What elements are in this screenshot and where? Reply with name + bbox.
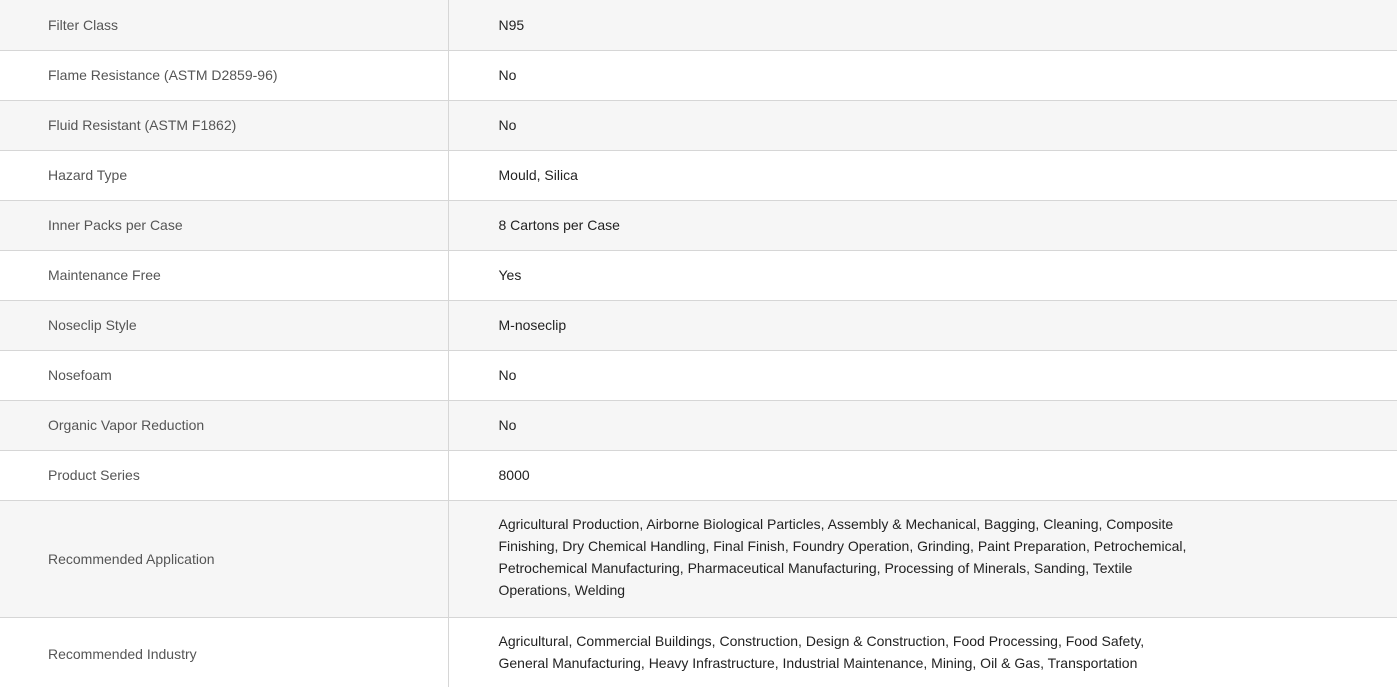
table-row [0, 50, 1397, 100]
spec-value: 8000 [448, 450, 1397, 500]
table-row [0, 150, 1397, 200]
table-row [0, 617, 1397, 687]
table-row [0, 450, 1397, 500]
spec-value: Yes [448, 250, 1397, 300]
table-row [0, 200, 1397, 250]
spec-value: No [448, 100, 1397, 150]
spec-value: Mould, Silica [448, 150, 1397, 200]
spec-label: Noseclip Style [0, 300, 448, 350]
spec-value: N95 [448, 0, 1397, 50]
spec-label: Inner Packs per Case [0, 200, 448, 250]
spec-value: No [448, 50, 1397, 100]
spec-label: Flame Resistance (ASTM D2859-96) [0, 50, 448, 100]
table-row [0, 350, 1397, 400]
spec-value: Agricultural Production, Airborne Biological Particles, Assembly & Mechanical, Bagging, Cleaning, Composite Finishing, Dry Chemical Handling, Final Finish, Foundry Operation, Grinding, Paint Preparation, Petrochemical, Petrochemical Manufacturing, Pharmaceutical Manufacturing, Processing of Minerals, Sanding, Textile Operations, Welding [448, 500, 1397, 617]
spec-value: No [448, 350, 1397, 400]
spec-value: No [448, 400, 1397, 450]
table-row [0, 0, 1397, 50]
table-row [0, 100, 1397, 150]
table-row [0, 250, 1397, 300]
table-row [0, 300, 1397, 350]
spec-value: 8 Cartons per Case [448, 200, 1397, 250]
spec-label: Product Series [0, 450, 448, 500]
spec-label: Hazard Type [0, 150, 448, 200]
table-row [0, 500, 1397, 617]
spec-label: Recommended Industry [0, 617, 448, 687]
spec-label: Filter Class [0, 0, 448, 50]
spec-label: Recommended Application [0, 500, 448, 617]
spec-value: M-noseclip [448, 300, 1397, 350]
spec-label: Fluid Resistant (ASTM F1862) [0, 100, 448, 150]
spec-label: Organic Vapor Reduction [0, 400, 448, 450]
spec-value: Agricultural, Commercial Buildings, Construction, Design & Construction, Food Processing, Food Safety, General Manufacturing, Heavy Infrastructure, Industrial Maintenance, Mining, Oil & Gas, Transportation [448, 617, 1397, 687]
spec-label: Maintenance Free [0, 250, 448, 300]
spec-label: Nosefoam [0, 350, 448, 400]
table-row [0, 400, 1397, 450]
